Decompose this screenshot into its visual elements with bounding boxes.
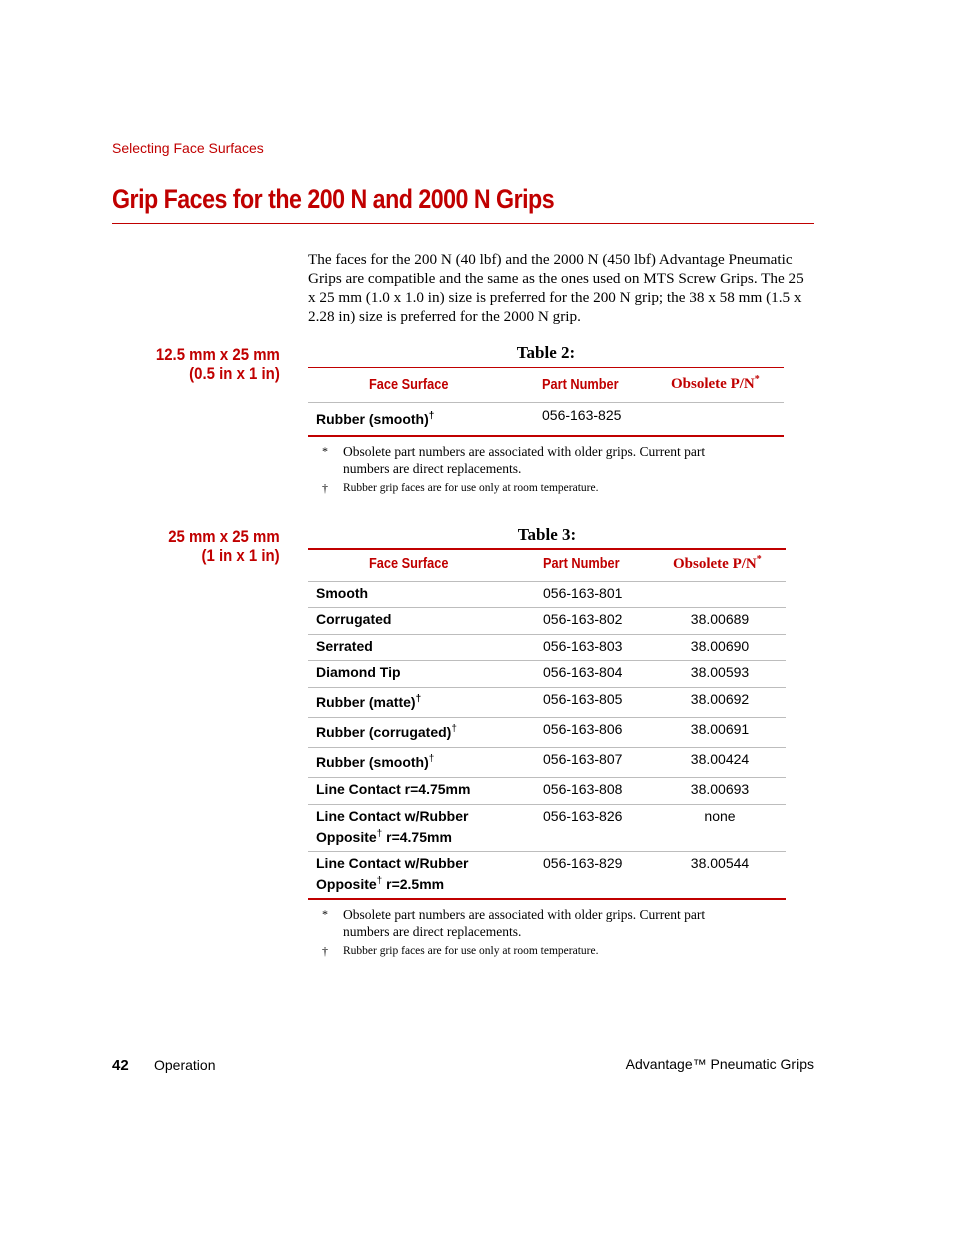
breadcrumb: Selecting Face Surfaces	[112, 140, 264, 156]
table-cell-obsolete: none	[704, 808, 736, 824]
table-cell-face: Corrugated	[316, 611, 392, 627]
footer-doc-title: Advantage™ Pneumatic Grips	[625, 1056, 814, 1072]
column-header-part-number: Part Number	[542, 377, 619, 393]
title-divider	[112, 223, 814, 224]
table-cell-part: 056-163-807	[543, 751, 623, 767]
table-cell-part: 056-163-803	[543, 638, 623, 654]
page-title: Grip Faces for the 200 N and 2000 N Grips	[112, 184, 555, 214]
header-divider	[308, 402, 784, 403]
row-divider	[308, 634, 786, 635]
section-heading-line2: (1 in x 1 in)	[201, 546, 280, 565]
column-header-face-surface: Face Surface	[369, 377, 449, 393]
footnote-mark: *	[322, 907, 328, 921]
table-cell-part: 056-163-825	[542, 407, 622, 423]
row-divider	[308, 717, 786, 718]
table-cell-part: 056-163-829	[543, 855, 623, 871]
table-caption: Table 3:	[517, 525, 577, 544]
table-cell-part: 056-163-801	[543, 585, 623, 601]
section-heading-line1: 25 mm x 25 mm	[168, 527, 280, 546]
table-cell-obsolete: 38.00593	[690, 664, 750, 680]
row-divider	[308, 687, 786, 688]
footnote-mark: †	[322, 481, 328, 495]
row-divider	[308, 607, 786, 608]
table-cell-face: Serrated	[316, 638, 373, 654]
footnote-text: Obsolete part numbers are associated with older grips. Current part numbers are direct replacements.	[343, 444, 706, 476]
column-header-face-surface: Face Surface	[369, 556, 449, 572]
header-divider	[308, 581, 786, 582]
column-header-obsolete-pn: Obsolete P/N*	[673, 554, 762, 572]
page-number: 42	[112, 1057, 129, 1074]
table-bottom-rule	[308, 435, 784, 437]
table-cell-obsolete: 38.00692	[690, 691, 750, 707]
footnote-text: Obsolete part numbers are associated with older grips. Current part numbers are direct replacements.	[343, 907, 706, 939]
table-cell-face: Smooth	[316, 585, 369, 601]
row-divider	[308, 851, 786, 852]
table-cell-obsolete: 38.00691	[690, 721, 750, 737]
table-caption: Table 2:	[516, 343, 576, 362]
table-cell-part: 056-163-805	[543, 691, 623, 707]
intro-paragraph: The faces for the 200 N (40 lbf) and the 2000 N (450 lbf) Advantage Pneumatic Grips are compatible and the same as the ones used on MTS Screw Grips. The 25 x 25 mm (1.0 x 1.0 in) size is preferred for the 200 N grip; the 38 x 58 mm (1.5 x 2.28 in) size is preferred for the 2000 N grip.	[308, 251, 804, 325]
table-cell-face: Line Contact w/Rubber Opposite† r=2.5mm	[316, 855, 469, 892]
table-cell-obsolete: 38.00424	[690, 751, 750, 767]
row-divider	[308, 804, 786, 805]
table-cell-face: Rubber (smooth)†	[316, 410, 435, 427]
table-cell-part: 056-163-826	[543, 808, 623, 824]
section-heading-line2: (0.5 in x 1 in)	[189, 364, 280, 383]
table-cell-face: Rubber (corrugated)†	[316, 723, 457, 740]
table-cell-obsolete: 38.00544	[690, 855, 750, 871]
footnote-mark: †	[322, 944, 328, 958]
table-top-rule	[308, 367, 784, 368]
section-heading-25mm	[169, 527, 280, 565]
table-cell-part: 056-163-808	[543, 781, 623, 797]
column-header-part-number: Part Number	[543, 556, 620, 572]
table-cell-face: Rubber (matte)†	[316, 693, 422, 710]
table-cell-part: 056-163-802	[543, 611, 623, 627]
table-cell-obsolete: 38.00693	[690, 781, 750, 797]
row-divider	[308, 777, 786, 778]
section-heading-line1: 12.5 mm x 25 mm	[156, 345, 280, 364]
table-cell-face: Line Contact r=4.75mm	[316, 781, 471, 797]
table-cell-obsolete: 38.00689	[690, 611, 750, 627]
table-cell-part: 056-163-806	[543, 721, 623, 737]
table-top-rule	[308, 548, 786, 550]
table-cell-obsolete: 38.00690	[690, 638, 750, 654]
table-cell-face: Line Contact w/Rubber Opposite† r=4.75mm	[316, 808, 469, 845]
section-heading-12-5mm	[156, 345, 280, 383]
footnote-text: Rubber grip faces are for use only at room temperature.	[343, 945, 599, 957]
footer-section: Operation	[154, 1057, 216, 1073]
footnote-text: Rubber grip faces are for use only at room temperature.	[343, 482, 599, 494]
table-cell-face: Diamond Tip	[316, 664, 401, 680]
footnote-mark: *	[322, 444, 328, 458]
table-cell-part: 056-163-804	[543, 664, 623, 680]
row-divider	[308, 747, 786, 748]
table-bottom-rule	[308, 898, 786, 900]
table-cell-face: Rubber (smooth)†	[316, 753, 435, 770]
row-divider	[308, 660, 786, 661]
column-header-obsolete-pn: Obsolete P/N*	[671, 374, 760, 392]
